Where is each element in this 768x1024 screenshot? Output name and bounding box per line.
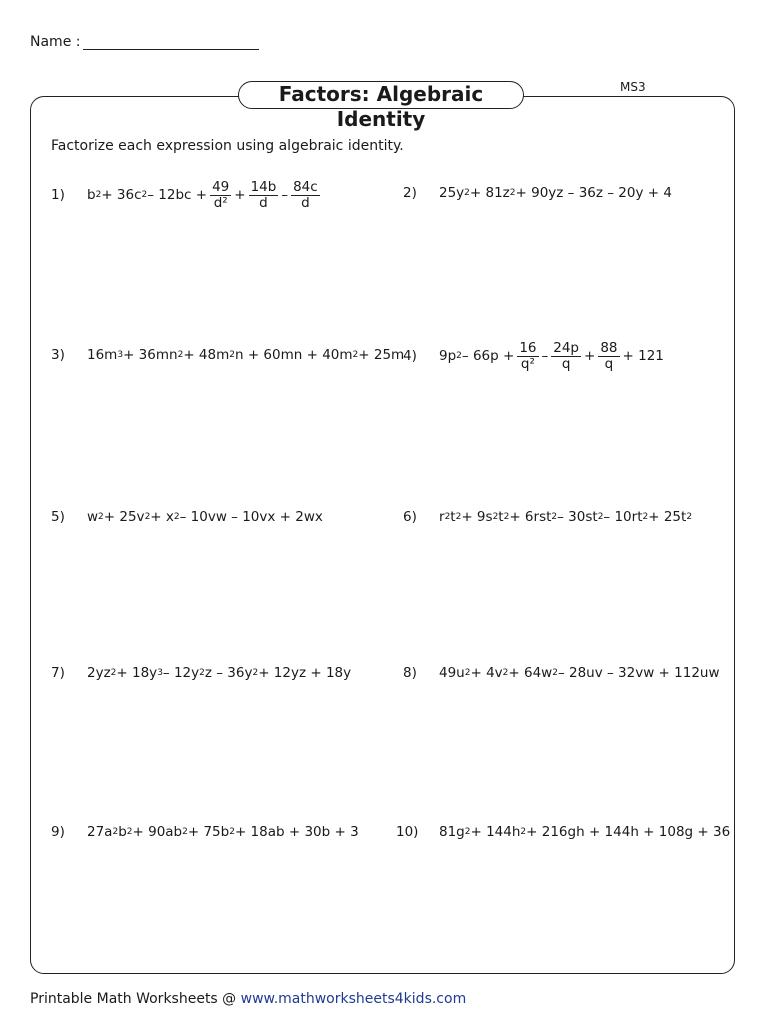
problem-3	[51, 347, 404, 363]
problem-expression: b 2 + 36c 2 – 12bc + $\frac{49}{\text{d²}}$ + $\frac{14b}{d}$ – $\frac{84c}{d}$	[87, 179, 318, 211]
problem-number: 4)	[403, 348, 417, 365]
name-label: Name :	[30, 34, 81, 50]
problem-7	[51, 665, 351, 681]
problem-number: 1)	[51, 187, 65, 204]
footer	[30, 991, 466, 1007]
problem-10	[396, 824, 730, 840]
problem-4	[403, 341, 664, 372]
problem-2	[403, 185, 672, 201]
fraction: $\frac{14b}{d}$	[250, 179, 277, 211]
worksheet-code: MS3	[620, 80, 646, 94]
problem-expression: w 2 + 25v 2 + x 2 – 10vw – 10vx + 2wx	[87, 509, 323, 525]
fraction: $\frac{49}{\text{d²}}$	[212, 179, 230, 211]
problem-expression: 2yz 2 + 18y 3 – 12y 2 z – 36y 2 + 12yz + 18y	[87, 665, 352, 681]
problem-number: 10)	[396, 824, 419, 840]
instructions: Factorize each expression using algebraic identity.	[51, 138, 404, 154]
problem-expression: 25y 2 + 81z 2 + 90yz – 36z – 20y + 4	[439, 185, 672, 201]
problem-expression: 9p 2 – 66p + $\frac{16}{\text{q²}}$ – $\frac{24p}{q}$ + $\frac{88}{q}$ + 121	[439, 340, 664, 372]
problem-expression: 81g 2 + 144h 2 + 216gh + 144h + 108g + 36	[439, 824, 731, 840]
footer-link[interactable]: www.mathworksheets4kids.com	[240, 991, 467, 1007]
problem-expression: 16m 3 + 36mn 2 + 48m 2 n + 60mn + 40m 2 + 25m	[87, 347, 405, 363]
problem-number: 3)	[51, 347, 65, 363]
problem-number: 9)	[51, 824, 65, 840]
problem-8	[403, 665, 720, 681]
problem-expression: 27a 2 b 2 + 90ab 2 + 75b 2 + 18ab + 30b + 3	[87, 824, 359, 840]
problem-number: 5)	[51, 509, 65, 525]
problem-expression: r 2 t 2 + 9s 2 t 2 + 6rst 2 – 30st 2 – 10rt 2 + 25t 2	[439, 509, 693, 525]
problem-expression: 49u 2 + 4v 2 + 64w 2 – 28uv – 32vw + 112uw	[439, 665, 720, 681]
worksheet-title: Factors: Algebraic Identity	[238, 81, 524, 109]
problem-number: 2)	[403, 185, 417, 201]
fraction: $\frac{84c}{d}$	[293, 179, 318, 211]
fraction: $\frac{88}{q}$	[600, 340, 618, 372]
name-blank-line	[83, 34, 259, 50]
worksheet-frame	[30, 96, 735, 974]
problem-number: 6)	[403, 509, 417, 525]
problem-number: 7)	[51, 665, 65, 681]
footer-text: Printable Math Worksheets @	[30, 991, 241, 1007]
problem-1	[51, 180, 323, 211]
problem-6	[403, 509, 692, 525]
fraction: $\frac{24p}{q}$	[553, 340, 579, 372]
name-field	[30, 34, 259, 50]
problem-9	[51, 824, 359, 840]
problem-5	[51, 509, 323, 525]
fraction: $\frac{16}{\text{q²}}$	[519, 340, 537, 372]
problem-number: 8)	[403, 665, 417, 681]
